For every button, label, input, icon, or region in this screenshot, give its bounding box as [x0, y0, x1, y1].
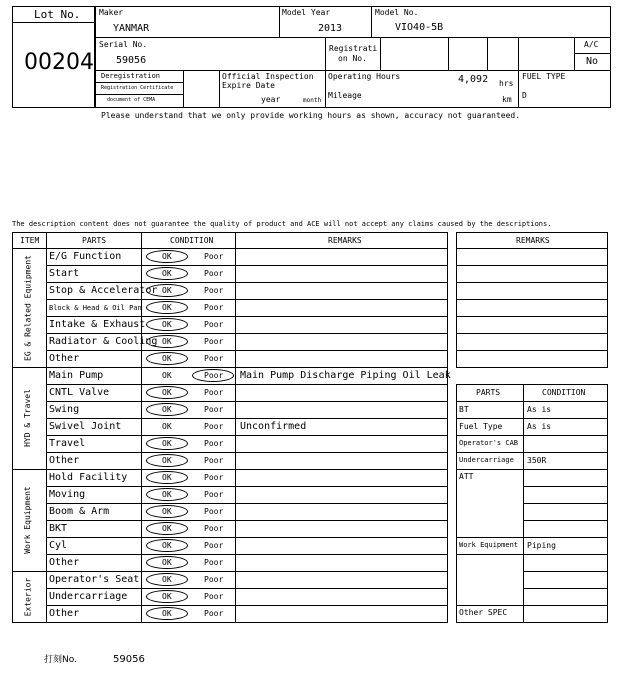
work-equipment-label: Work Equipment: [459, 541, 519, 549]
condition-poor[interactable]: Poor: [204, 558, 224, 567]
part-name: Swivel Joint: [49, 421, 122, 432]
operating-hours-value: 4,092: [458, 74, 489, 85]
part-name: Other: [49, 353, 80, 364]
condition-poor[interactable]: Poor: [204, 473, 224, 482]
condition-poor[interactable]: Poor: [204, 592, 224, 601]
condition-selected-circle: [146, 318, 188, 331]
serial-label: Serial No.: [99, 40, 148, 49]
condition-header: CONDITION: [170, 236, 214, 245]
condition-ok[interactable]: OK: [162, 371, 172, 380]
reg-cert-label: Registration Certificate: [101, 85, 174, 91]
right-parts-header: PARTS: [476, 388, 501, 397]
remark-text: Unconfirmed: [240, 421, 307, 432]
condition-selected-circle: [146, 386, 188, 399]
condition-selected-circle: [146, 590, 188, 603]
right-condition-header: CONDITION: [542, 388, 586, 397]
att-label: ATT: [459, 472, 474, 481]
part-name: Operator's Seat: [49, 574, 140, 585]
maker-label: Maker: [99, 8, 124, 17]
ac-value: No: [586, 56, 599, 67]
inspection-label-1: Official Inspection: [222, 72, 314, 81]
other-spec-label: Other SPEC: [459, 608, 508, 617]
stamp-value: 59056: [113, 654, 145, 665]
part-name: Undercarriage: [49, 591, 128, 602]
condition-ok[interactable]: OK: [162, 286, 172, 295]
condition-selected-circle: [146, 250, 188, 263]
part-name: Radiator & Cooling: [49, 336, 158, 347]
condition-poor[interactable]: Poor: [204, 439, 224, 448]
bt-value: As is: [527, 405, 552, 414]
condition-poor[interactable]: Poor: [204, 456, 224, 465]
registration-label-2: on No.: [338, 54, 367, 63]
condition-poor[interactable]: Poor: [204, 524, 224, 533]
operator-cab-label: Operator's CAB: [459, 439, 519, 447]
part-name: Other: [49, 608, 80, 619]
parts-header: PARTS: [82, 236, 107, 245]
lot-number: 00204: [24, 50, 94, 75]
ac-label: A/C: [584, 40, 599, 49]
disclaimer: The description content does not guarantee the quality of product and ACE will not accept any claims caused by the descriptions.: [12, 220, 552, 228]
part-name: Start: [49, 268, 80, 279]
right-remarks-header: REMARKS: [516, 236, 550, 245]
part-name: Other: [49, 455, 80, 466]
condition-ok[interactable]: OK: [162, 609, 172, 618]
registration-label-1: Registrati: [329, 44, 378, 53]
condition-poor[interactable]: Poor: [204, 320, 224, 329]
model-no-value: VIO40-5B: [395, 22, 444, 33]
cema-label: document of CEMA: [107, 97, 156, 103]
right-remarks-table: [456, 232, 608, 368]
condition-poor[interactable]: Poor: [204, 541, 224, 550]
condition-ok[interactable]: OK: [162, 388, 172, 397]
condition-poor[interactable]: Poor: [204, 337, 224, 346]
condition-poor[interactable]: Poor: [204, 388, 224, 397]
condition-ok[interactable]: OK: [162, 320, 172, 329]
part-name: Cyl: [49, 540, 68, 551]
km-unit: km: [502, 95, 512, 104]
part-name: Other: [49, 557, 80, 568]
model-year-label: Model Year: [282, 8, 331, 17]
remarks-header: REMARKS: [328, 236, 362, 245]
fuel-type-label: FUEL TYPE: [522, 72, 566, 81]
mileage-label: Mileage: [328, 91, 362, 100]
condition-selected-circle: [146, 522, 188, 535]
part-name: Hold Facility: [49, 472, 128, 483]
condition-ok[interactable]: OK: [162, 422, 172, 431]
part-name: Swing: [49, 404, 80, 415]
condition-poor[interactable]: Poor: [204, 252, 224, 261]
inspection-label-2: Expire Date: [222, 81, 275, 90]
remark-text: Main Pump Discharge Piping Oil Leak: [240, 370, 451, 381]
condition-poor[interactable]: Poor: [204, 405, 224, 414]
item-header: ITEM: [20, 236, 40, 245]
condition-ok[interactable]: OK: [162, 354, 172, 363]
group-label: HYD & Travel: [23, 389, 32, 447]
condition-poor[interactable]: Poor: [204, 422, 224, 431]
part-name: CNTL Valve: [49, 387, 110, 398]
condition-ok[interactable]: OK: [162, 507, 172, 516]
part-name: Stop & Accelerator: [49, 285, 158, 296]
undercarriage-label: Undercarriage: [459, 456, 514, 464]
part-name: Main Pump: [49, 370, 104, 381]
condition-ok[interactable]: OK: [162, 524, 172, 533]
lot-label: Lot No.: [34, 8, 81, 21]
bt-label: BT: [459, 405, 469, 414]
condition-selected-circle: [146, 607, 188, 620]
condition-ok[interactable]: OK: [162, 490, 172, 499]
condition-selected-circle: [146, 335, 188, 348]
month-label: month: [303, 97, 322, 104]
part-name: Travel: [49, 438, 86, 449]
condition-selected-circle: [146, 403, 188, 416]
part-name: BKT: [49, 523, 68, 534]
condition-selected-circle: [146, 454, 188, 467]
stamp-label: 打刻No.: [44, 655, 77, 665]
undercarriage-value: 350R: [527, 456, 547, 465]
part-name: Block & Head & Oil Pan: [49, 304, 142, 312]
condition-poor[interactable]: Poor: [204, 286, 224, 295]
condition-selected-circle: [146, 471, 188, 484]
condition-selected-circle: [146, 539, 188, 552]
condition-selected-circle: [146, 352, 188, 365]
condition-poor[interactable]: Poor: [204, 269, 224, 278]
year-label: year: [261, 95, 281, 104]
hrs-unit: hrs: [499, 79, 514, 88]
condition-selected-circle: [146, 556, 188, 569]
condition-ok[interactable]: OK: [162, 473, 172, 482]
fuel-type-row-label: Fuel Type: [459, 422, 503, 431]
condition-ok[interactable]: OK: [162, 592, 172, 601]
part-name: Moving: [49, 489, 86, 500]
work-equipment-value: Piping: [527, 541, 556, 550]
condition-ok[interactable]: OK: [162, 269, 172, 278]
condition-ok[interactable]: OK: [162, 575, 172, 584]
condition-selected-circle: [146, 284, 188, 297]
condition-selected-circle: [146, 505, 188, 518]
maker-value: YANMAR: [113, 23, 150, 34]
condition-ok[interactable]: OK: [162, 541, 172, 550]
condition-ok[interactable]: OK: [162, 252, 172, 261]
group-label: Exterior: [23, 577, 32, 616]
condition-selected-circle: [146, 301, 188, 314]
fuel-type-row-value: As is: [527, 422, 552, 431]
condition-poor[interactable]: Poor: [204, 371, 224, 380]
deregistration-label: Deregistration: [101, 72, 161, 80]
condition-selected-circle: [146, 437, 188, 450]
condition-ok[interactable]: OK: [162, 303, 172, 312]
condition-poor[interactable]: Poor: [204, 575, 224, 584]
part-name: Intake & Exhaust: [49, 319, 146, 330]
condition-ok[interactable]: OK: [162, 558, 172, 567]
serial-value: 59056: [116, 55, 147, 66]
condition-selected-circle: [146, 267, 188, 280]
part-name: E/G Function: [49, 251, 122, 262]
model-no-label: Model No.: [375, 8, 419, 17]
condition-poor[interactable]: Poor: [204, 354, 224, 363]
hours-notice: Please understand that we only provide working hours as shown, accuracy not guaranteed.: [101, 111, 521, 120]
group-label: EG & Related Equipment: [23, 254, 32, 361]
fuel-type-value: D: [522, 91, 527, 100]
condition-poor[interactable]: Poor: [204, 507, 224, 516]
condition-selected-circle: [146, 488, 188, 501]
condition-poor[interactable]: Poor: [204, 490, 224, 499]
model-year-value: 2013: [318, 23, 343, 34]
condition-ok[interactable]: OK: [162, 405, 172, 414]
part-name: Boom & Arm: [49, 506, 110, 517]
condition-ok[interactable]: OK: [162, 439, 172, 448]
condition-ok[interactable]: OK: [162, 337, 172, 346]
condition-selected-circle: [146, 573, 188, 586]
condition-poor[interactable]: Poor: [204, 609, 224, 618]
group-label: Work Equipment: [23, 486, 32, 554]
condition-ok[interactable]: OK: [162, 456, 172, 465]
condition-poor[interactable]: Poor: [204, 303, 224, 312]
condition-selected-circle: [192, 369, 234, 382]
operating-hours-label: Operating Hours: [328, 72, 401, 81]
